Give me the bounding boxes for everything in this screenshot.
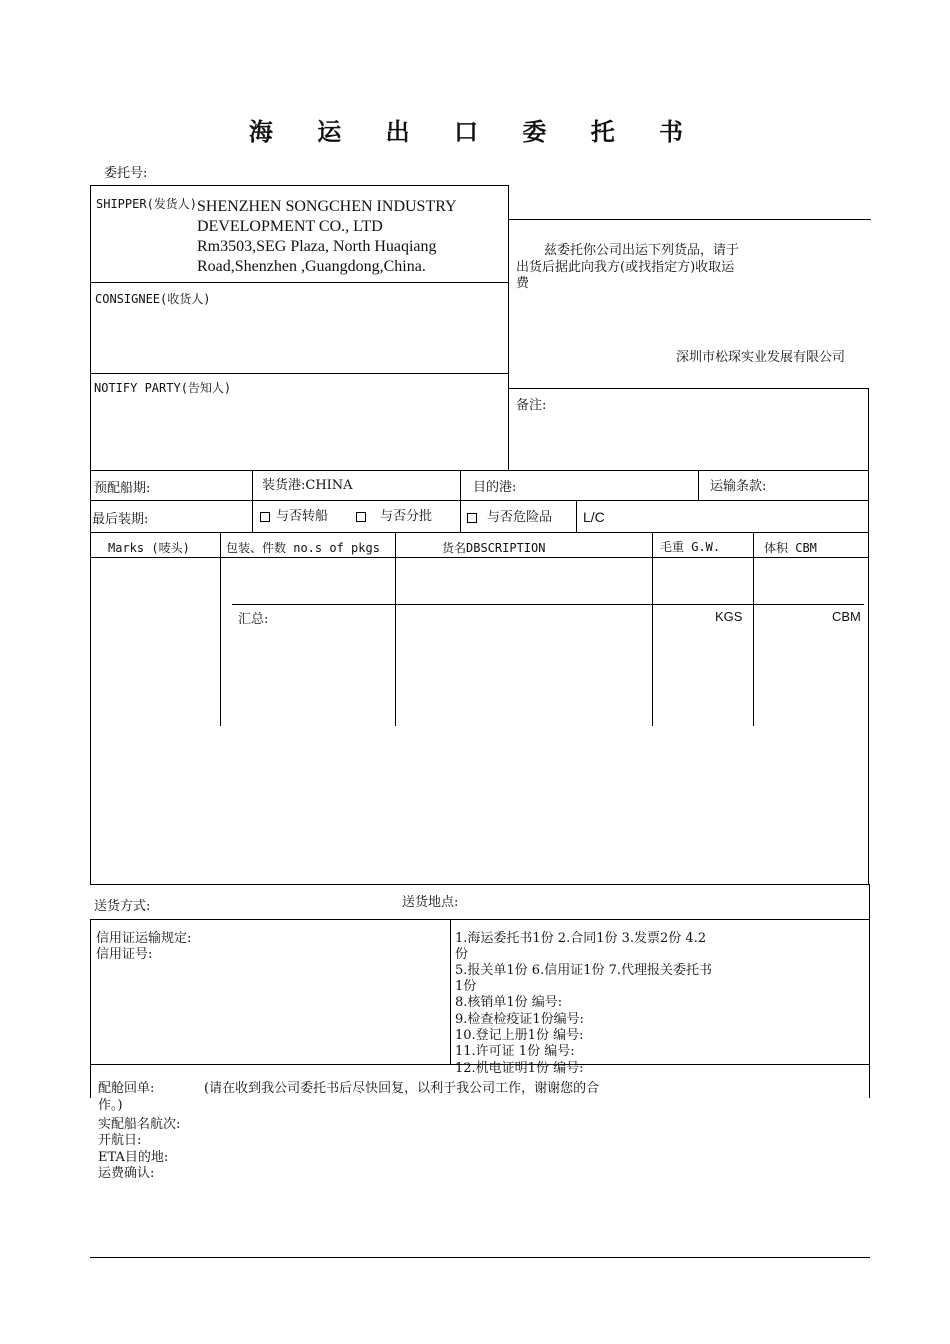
header-marks: Marks (唛头): [108, 541, 190, 555]
shipper-bottom-line: [90, 282, 509, 283]
doc-line-4: 1份: [455, 979, 477, 994]
goods-col-2: [395, 532, 396, 726]
lower-left-border: [90, 919, 91, 1098]
ship-date-label: 预配船期:: [94, 481, 151, 496]
goods-col-3: [652, 532, 653, 726]
eta-destination-label: ETA目的地:: [98, 1150, 169, 1165]
transshipment-label: 与否转船: [276, 509, 329, 524]
dangerous-goods-label: 与否危险品: [487, 510, 553, 525]
footer-line: [90, 1257, 870, 1258]
doc-line-5: 8.核销单1份 编号:: [455, 995, 563, 1010]
dangerous-goods-checkbox[interactable]: [467, 513, 477, 523]
delivery-top-line: [90, 884, 870, 885]
reply-note-line-1: (请在收到我公司委托书后尽快回复，以利于我公司工作，谢谢您的合: [204, 1081, 600, 1096]
middle-divider: [508, 185, 509, 470]
request-line-1: 兹委托你公司出运下列货品，请于: [544, 243, 740, 258]
delivery-method-label: 送货方式:: [94, 899, 151, 914]
destination-port-label: 目的港:: [473, 480, 517, 495]
doc-line-7: 10.登记上册1份 编号:: [455, 1028, 584, 1043]
shipping-row-top: [90, 470, 869, 471]
transport-terms-label: 运输条款:: [710, 479, 767, 494]
total-label: 汇总:: [238, 612, 269, 627]
kgs-unit: KGS: [715, 609, 743, 624]
cbm-unit: CBM: [832, 609, 861, 624]
shipping-col-1: [252, 470, 253, 532]
shipper-line-2: DEVELOPMENT CO., LTD: [197, 218, 383, 235]
header-gross-weight: 毛重 G.W.: [660, 540, 721, 554]
transshipment-option[interactable]: [260, 509, 328, 525]
partial-shipment-checkbox[interactable]: [356, 512, 366, 522]
shipper-line-3: Rm3503,SEG Plaza, North Huaqiang: [197, 238, 437, 255]
consignee-label: CONSIGNEE(收货人): [95, 292, 211, 306]
dangerous-goods-option[interactable]: [467, 510, 552, 526]
consignee-bottom-line: [90, 373, 509, 374]
company-name: 深圳市松琛实业发展有限公司: [676, 350, 846, 365]
top-border-left: [90, 185, 509, 186]
vessel-voyage-label: 实配船名航次:: [98, 1117, 181, 1132]
doc-line-9: 12.机电证明1份 编号:: [455, 1061, 584, 1076]
header-packages: 包装、件数 no.s of pkgs: [226, 541, 380, 555]
payment-method: L/C: [583, 509, 605, 525]
right-border: [868, 388, 869, 884]
shipping-col-3: [698, 470, 699, 500]
doc-line-3: 5.报关单1份 6.信用证1份 7.代理报关委托书: [455, 963, 713, 978]
reply-label: 配舱回单:: [98, 1081, 155, 1096]
shipper-line-4: Road,Shenzhen ,Guangdong,China.: [197, 258, 426, 275]
reply-note-line-2: 作。): [98, 1098, 123, 1113]
left-border: [90, 185, 91, 884]
remarks-top-line: [509, 388, 869, 389]
request-line-3: 费: [516, 276, 530, 291]
shipping-row-mid: [90, 500, 869, 501]
shipper-label: SHIPPER(发货人): [96, 197, 198, 211]
lc-divider: [450, 919, 451, 1065]
freight-confirmation-label: 运费确认:: [98, 1166, 155, 1181]
document-title: 海 运 出 口 委 托 书: [248, 118, 702, 146]
goods-total-line: [232, 604, 864, 605]
doc-line-6: 9.检查检疫证1份编号:: [455, 1012, 585, 1027]
right-top-line: [509, 219, 871, 220]
shipper-line-1: SHENZHEN SONGCHEN INDUSTRY: [197, 198, 457, 215]
remarks-label: 备注:: [516, 398, 547, 413]
header-description: 货名DBSCRIPTION: [442, 541, 546, 555]
header-volume: 体积 CBM: [764, 541, 817, 555]
last-loading-date-label: 最后装期:: [92, 512, 149, 527]
lc-rules-label: 信用证运输规定:: [96, 931, 192, 946]
shipping-col-2: [460, 470, 461, 532]
partial-shipment-label: 与否分批: [380, 509, 433, 524]
lc-number-label: 信用证号:: [96, 947, 153, 962]
doc-line-8: 11.许可证 1份 编号:: [455, 1044, 575, 1059]
partial-shipment-option[interactable]: [356, 509, 432, 525]
request-line-2: 出货后据此向我方(或找指定方)收取运: [516, 260, 735, 275]
doc-line-1: 1.海运委托书1份 2.合同1份 3.发票2份 4.2: [455, 931, 707, 946]
shipping-col-4: [576, 500, 577, 532]
loading-port: 装货港:CHINA: [262, 478, 353, 493]
order-no-label: 委托号:: [104, 166, 148, 181]
doc-line-2: 份: [455, 947, 469, 962]
lower-right-border: [869, 884, 870, 1098]
notify-party-label: NOTIFY PARTY(告知人): [94, 381, 232, 395]
sailing-date-label: 开航日:: [98, 1133, 142, 1148]
goods-col-1: [220, 532, 221, 726]
delivery-place-label: 送货地点:: [402, 895, 459, 910]
goods-col-4: [753, 532, 754, 726]
transshipment-checkbox[interactable]: [260, 512, 270, 522]
delivery-bottom-line: [90, 919, 870, 920]
